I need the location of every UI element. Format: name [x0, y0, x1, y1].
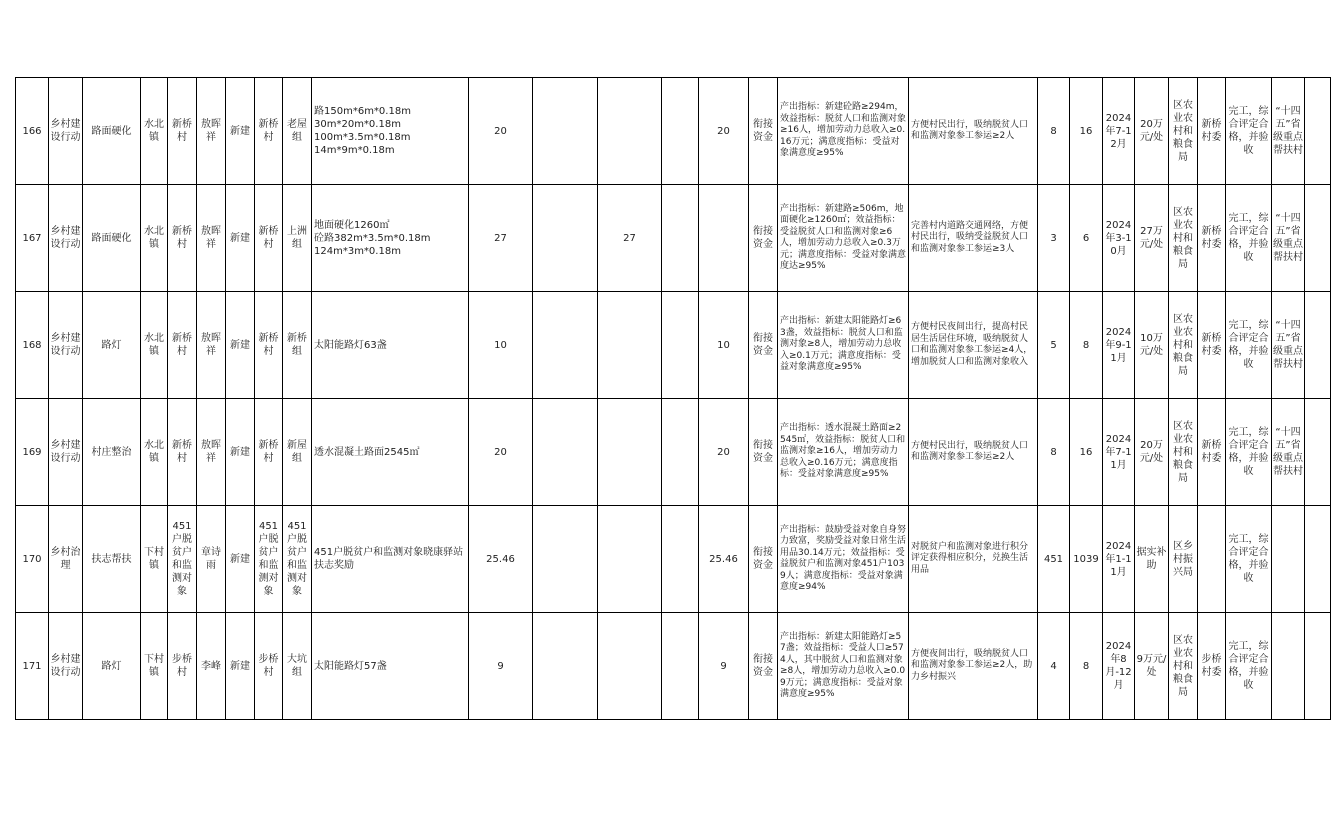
- row-number: 170: [16, 506, 49, 613]
- fund-column-2-cell: [598, 78, 662, 185]
- table-row: [16, 78, 1331, 185]
- owner-cell: 敖晖祥: [197, 185, 226, 292]
- subsidy-cell: 27万元/处: [1135, 185, 1169, 292]
- fund-column-1-cell: [533, 185, 598, 292]
- department-cell: 区农业农村和粮食局: [1169, 613, 1198, 720]
- acceptance-cell: 完工，综合评定合格，并验收: [1226, 292, 1272, 399]
- acceptance-cell: 完工，综合评定合格，并验收: [1226, 185, 1272, 292]
- implementer-cell: 步桥村委: [1198, 613, 1226, 720]
- table-row: [16, 506, 1331, 613]
- subsidy-cell: 9万元/处: [1135, 613, 1169, 720]
- site-group-cell: 大坑组: [283, 613, 312, 720]
- owner-cell: 敖晖祥: [197, 292, 226, 399]
- remark-cell: “十四五”省级重点帮扶村: [1272, 78, 1305, 185]
- project-type-cell: 路灯: [83, 292, 141, 399]
- site-group-cell: 451户脱贫户和监测对象: [283, 506, 312, 613]
- fund-column-2-cell: [598, 292, 662, 399]
- remark-cell: “十四五”省级重点帮扶村: [1272, 292, 1305, 399]
- department-cell: 区农业农村和粮食局: [1169, 185, 1198, 292]
- village-cell: 新桥村: [168, 292, 197, 399]
- households-cell: 8: [1038, 399, 1070, 506]
- extra-cell: [1305, 78, 1331, 185]
- table-row: [16, 185, 1331, 292]
- fund-column-4-cell: 20: [699, 78, 749, 185]
- content-cell: 透水混凝土路面2545㎡: [312, 399, 469, 506]
- village-cell: 新桥村: [168, 78, 197, 185]
- table-row: [16, 292, 1331, 399]
- period-cell: 2024年7-12月: [1103, 78, 1135, 185]
- implementer-cell: 新桥村委: [1198, 399, 1226, 506]
- content-cell: 地面硬化1260㎡ 砼路382m*3.5m*0.18m 124m*3m*0.18m: [312, 185, 469, 292]
- category-cell: 乡村建设行动: [49, 185, 83, 292]
- total-fund-cell: 27: [469, 185, 533, 292]
- category-cell: 乡村建设行动: [49, 292, 83, 399]
- subsidy-cell: 10万元/处: [1135, 292, 1169, 399]
- implementer-cell: 新桥村委: [1198, 292, 1226, 399]
- village-cell: 新桥村: [168, 185, 197, 292]
- subsidy-cell: 20万元/处: [1135, 399, 1169, 506]
- benefit-mechanism-cell: 方便村民出行，吸纳脱贫人口和监测对象参工参运≥2人: [909, 78, 1038, 185]
- extra-cell: [1305, 185, 1331, 292]
- site-village-cell: 新桥村: [255, 185, 283, 292]
- fund-column-4-cell: 9: [699, 613, 749, 720]
- owner-cell: 章诗雨: [197, 506, 226, 613]
- town-cell: 水北镇: [141, 292, 168, 399]
- fund-source-cell: 衔接资金: [749, 78, 778, 185]
- content-cell: 太阳能路灯57盏: [312, 613, 469, 720]
- fund-column-3-cell: [662, 399, 699, 506]
- fund-column-2-cell: [598, 399, 662, 506]
- town-cell: 下村镇: [141, 613, 168, 720]
- content-cell: 太阳能路灯63盏: [312, 292, 469, 399]
- fund-column-4-cell: 25.46: [699, 506, 749, 613]
- acceptance-cell: 完工，综合评定合格，并验收: [1226, 613, 1272, 720]
- site-group-cell: 老屋组: [283, 78, 312, 185]
- project-type-cell: 扶志帮扶: [83, 506, 141, 613]
- category-cell: 乡村治理: [49, 506, 83, 613]
- subsidy-cell: 据实补助: [1135, 506, 1169, 613]
- fund-column-3-cell: [662, 506, 699, 613]
- site-group-cell: 新桥组: [283, 292, 312, 399]
- fund-column-2-cell: 27: [598, 185, 662, 292]
- people-cell: 8: [1070, 292, 1103, 399]
- implementer-cell: 新桥村委: [1198, 78, 1226, 185]
- fund-source-cell: 衔接资金: [749, 185, 778, 292]
- nature-cell: 新建: [226, 292, 255, 399]
- fund-column-3-cell: [662, 78, 699, 185]
- benefit-mechanism-cell: 方便村民夜间出行，提高村民居生活居住环境，吸纳脱贫人口和监测对象参工参运≥4人，增加脱贫人口和监测对象收入: [909, 292, 1038, 399]
- department-cell: 区农业农村和粮食局: [1169, 78, 1198, 185]
- performance-target-cell: 产出指标：鼓励受益对象自身努力致富，奖励受益对象日常生活用品30.14万元；效益指标：受益脱贫户和监测对象451户1039人；满意度指标：受益对象满意度≥94%: [778, 506, 909, 613]
- site-village-cell: 451户脱贫户和监测对象: [255, 506, 283, 613]
- table-row: [16, 613, 1331, 720]
- fund-column-2-cell: [598, 506, 662, 613]
- department-cell: 区乡村振兴局: [1169, 506, 1198, 613]
- row-number: 166: [16, 78, 49, 185]
- fund-column-4-cell: [699, 185, 749, 292]
- project-table: [15, 77, 1331, 720]
- site-village-cell: 新桥村: [255, 292, 283, 399]
- extra-cell: [1305, 292, 1331, 399]
- project-type-cell: 路灯: [83, 613, 141, 720]
- fund-column-3-cell: [662, 185, 699, 292]
- period-cell: 2024年9-11月: [1103, 292, 1135, 399]
- nature-cell: 新建: [226, 78, 255, 185]
- total-fund-cell: 25.46: [469, 506, 533, 613]
- row-number: 169: [16, 399, 49, 506]
- village-cell: 新桥村: [168, 399, 197, 506]
- site-village-cell: 步桥村: [255, 613, 283, 720]
- project-type-cell: 路面硬化: [83, 185, 141, 292]
- period-cell: 2024年7-11月: [1103, 399, 1135, 506]
- people-cell: 8: [1070, 613, 1103, 720]
- town-cell: 水北镇: [141, 78, 168, 185]
- remark-cell: [1272, 506, 1305, 613]
- fund-column-1-cell: [533, 506, 598, 613]
- fund-source-cell: 衔接资金: [749, 292, 778, 399]
- benefit-mechanism-cell: 完善村内道路交通网络，方便村民出行，吸纳受益脱贫人口和监测对象参工参运≥3人: [909, 185, 1038, 292]
- people-cell: 6: [1070, 185, 1103, 292]
- benefit-mechanism-cell: 方便夜间出行，吸纳脱贫人口和监测对象参工参运≥2人，助力乡村振兴: [909, 613, 1038, 720]
- remark-cell: “十四五”省级重点帮扶村: [1272, 399, 1305, 506]
- village-cell: 步桥村: [168, 613, 197, 720]
- site-group-cell: 上洲组: [283, 185, 312, 292]
- households-cell: 8: [1038, 78, 1070, 185]
- period-cell: 2024年1-11月: [1103, 506, 1135, 613]
- period-cell: 2024年3-10月: [1103, 185, 1135, 292]
- town-cell: 下村镇: [141, 506, 168, 613]
- fund-column-1-cell: [533, 399, 598, 506]
- remark-cell: [1272, 613, 1305, 720]
- nature-cell: 新建: [226, 399, 255, 506]
- site-village-cell: 新桥村: [255, 78, 283, 185]
- content-cell: 路150m*6m*0.18m 30m*20m*0.18m 100m*3.5m*0.18m 14m*9m*0.18m: [312, 78, 469, 185]
- owner-cell: 李峰: [197, 613, 226, 720]
- project-type-cell: 村庄整治: [83, 399, 141, 506]
- fund-source-cell: 衔接资金: [749, 399, 778, 506]
- town-cell: 水北镇: [141, 399, 168, 506]
- acceptance-cell: 完工，综合评定合格，并验收: [1226, 506, 1272, 613]
- benefit-mechanism-cell: 对脱贫户和监测对象进行积分评定获得相应积分，兑换生活用品: [909, 506, 1038, 613]
- performance-target-cell: 产出指标：透水混凝土路面≥2545㎡，效益指标：脱贫人口和监测对象≥16人，增加劳动力总收入≥0.16万元；满意度指标：受益对象满意度≥95%: [778, 399, 909, 506]
- extra-cell: [1305, 506, 1331, 613]
- total-fund-cell: 20: [469, 399, 533, 506]
- performance-target-cell: 产出指标：新建太阳能路灯≥63盏，效益指标：脱贫人口和监测对象≥8人，增加劳动力总收入≥0.1万元；满意度指标：受益对象满意度≥95%: [778, 292, 909, 399]
- households-cell: 5: [1038, 292, 1070, 399]
- row-number: 168: [16, 292, 49, 399]
- remark-cell: “十四五”省级重点帮扶村: [1272, 185, 1305, 292]
- department-cell: 区农业农村和粮食局: [1169, 292, 1198, 399]
- fund-column-3-cell: [662, 613, 699, 720]
- row-number: 171: [16, 613, 49, 720]
- performance-target-cell: 产出指标：新建路≥506m，地面硬化≥1260㎡；效益指标：受益脱贫人口和监测对象≥6人，增加劳动力总收入≥0.3万元；满意度指标：受益对象满意度达≥95%: [778, 185, 909, 292]
- owner-cell: 敖晖祥: [197, 399, 226, 506]
- subsidy-cell: 20万元/处: [1135, 78, 1169, 185]
- row-number: 167: [16, 185, 49, 292]
- extra-cell: [1305, 613, 1331, 720]
- fund-column-1-cell: [533, 78, 598, 185]
- nature-cell: 新建: [226, 185, 255, 292]
- fund-column-3-cell: [662, 292, 699, 399]
- extra-cell: [1305, 399, 1331, 506]
- fund-source-cell: 衔接资金: [749, 613, 778, 720]
- content-cell: 451户脱贫户和监测对象晓康驿站扶志奖励: [312, 506, 469, 613]
- people-cell: 16: [1070, 78, 1103, 185]
- households-cell: 451: [1038, 506, 1070, 613]
- site-village-cell: 新桥村: [255, 399, 283, 506]
- category-cell: 乡村建设行动: [49, 613, 83, 720]
- period-cell: 2024年8月-12月: [1103, 613, 1135, 720]
- fund-column-4-cell: 20: [699, 399, 749, 506]
- village-cell: 451户脱贫户和监测对象: [168, 506, 197, 613]
- department-cell: 区农业农村和粮食局: [1169, 399, 1198, 506]
- total-fund-cell: 20: [469, 78, 533, 185]
- total-fund-cell: 9: [469, 613, 533, 720]
- fund-source-cell: 衔接资金: [749, 506, 778, 613]
- people-cell: 16: [1070, 399, 1103, 506]
- nature-cell: 新建: [226, 613, 255, 720]
- performance-target-cell: 产出指标：新建砼路≥294m，效益指标：脱贫人口和监测对象≥16人，增加劳动力总收入≥0.16万元；满意度指标：受益对象满意度≥95%: [778, 78, 909, 185]
- fund-column-2-cell: [598, 613, 662, 720]
- total-fund-cell: 10: [469, 292, 533, 399]
- nature-cell: 新建: [226, 506, 255, 613]
- acceptance-cell: 完工，综合评定合格，并验收: [1226, 399, 1272, 506]
- fund-column-4-cell: 10: [699, 292, 749, 399]
- people-cell: 1039: [1070, 506, 1103, 613]
- fund-column-1-cell: [533, 292, 598, 399]
- town-cell: 水北镇: [141, 185, 168, 292]
- households-cell: 3: [1038, 185, 1070, 292]
- implementer-cell: [1198, 506, 1226, 613]
- households-cell: 4: [1038, 613, 1070, 720]
- category-cell: 乡村建设行动: [49, 78, 83, 185]
- implementer-cell: 新桥村委: [1198, 185, 1226, 292]
- project-type-cell: 路面硬化: [83, 78, 141, 185]
- acceptance-cell: 完工，综合评定合格，并验收: [1226, 78, 1272, 185]
- benefit-mechanism-cell: 方便村民出行，吸纳脱贫人口和监测对象参工参运≥2人: [909, 399, 1038, 506]
- fund-column-1-cell: [533, 613, 598, 720]
- site-group-cell: 新屋组: [283, 399, 312, 506]
- performance-target-cell: 产出指标：新建太阳能路灯≥57盏；效益指标：受益人口≥574人，其中脱贫人口和监测对象≥8人，增加劳动力总收入≥0.09万元；满意度指标：受益对象满意度≥95%: [778, 613, 909, 720]
- owner-cell: 敖晖祥: [197, 78, 226, 185]
- category-cell: 乡村建设行动: [49, 399, 83, 506]
- table-row: [16, 399, 1331, 506]
